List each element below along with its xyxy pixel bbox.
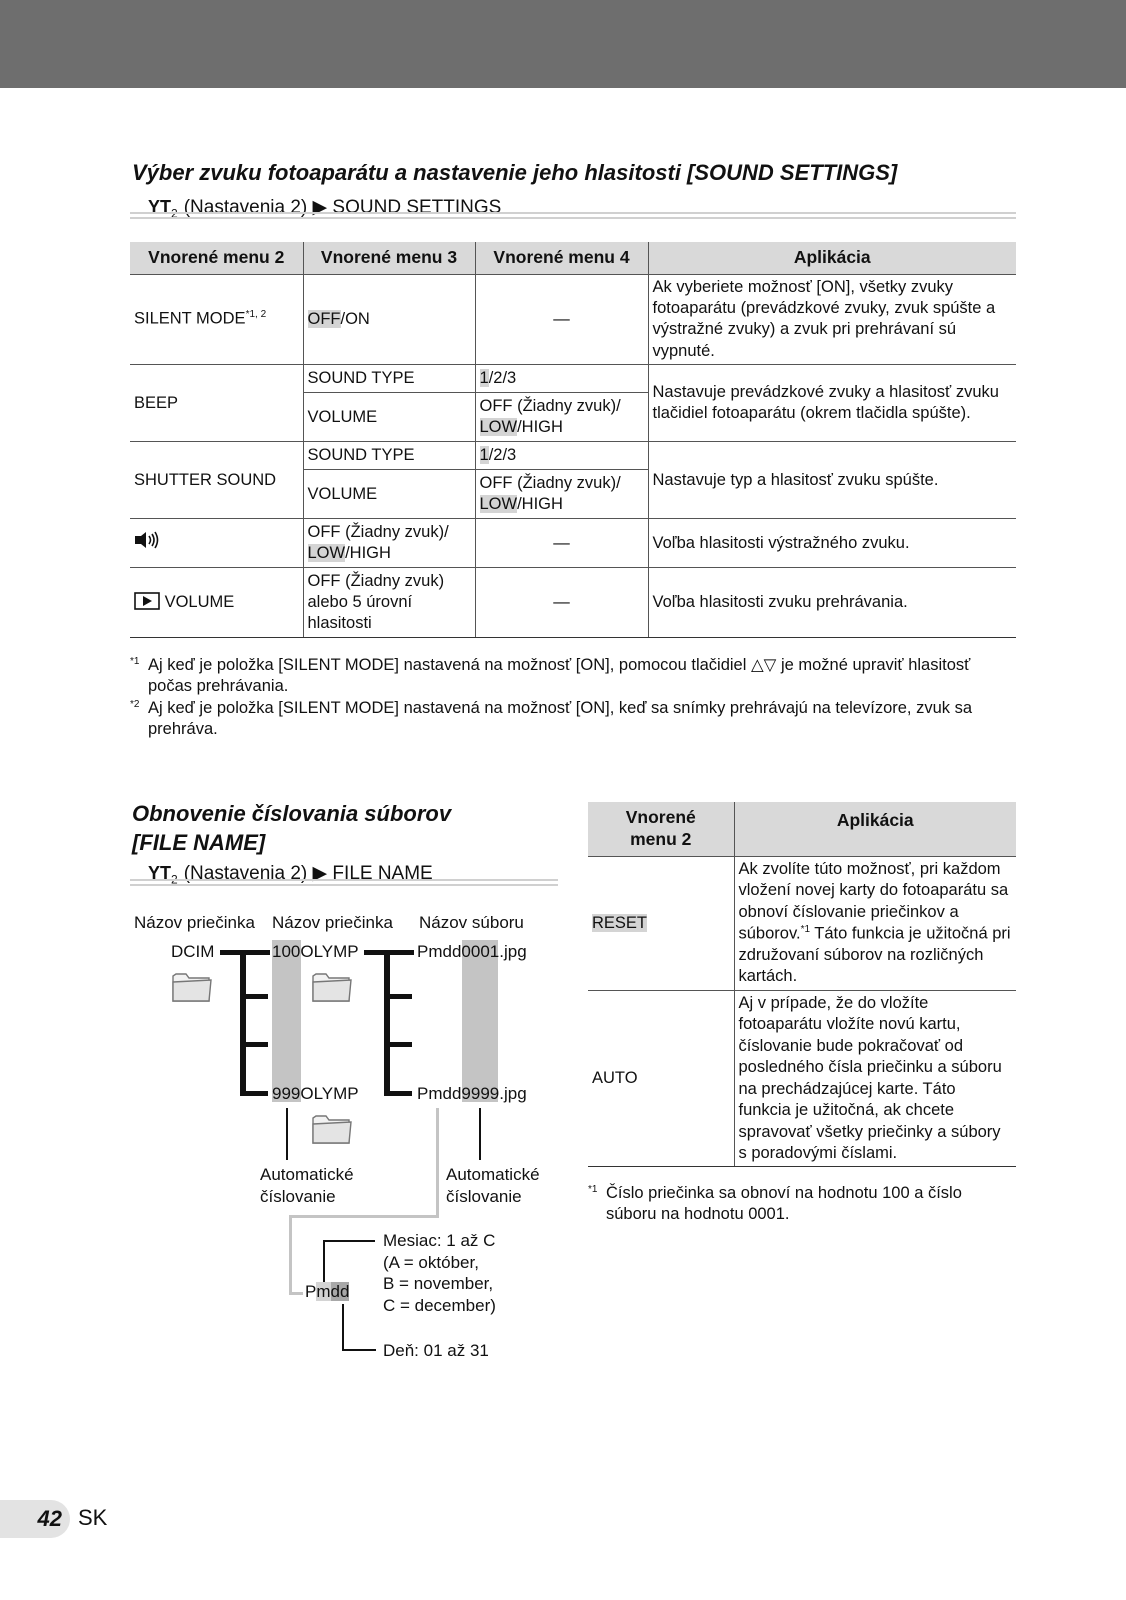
tree-line <box>384 950 390 1096</box>
pointer-line <box>286 1108 288 1160</box>
section-rule <box>130 879 558 886</box>
silent-mode-options: OFF/ON <box>303 274 475 365</box>
reset-label: RESET <box>588 856 734 990</box>
last-file-label: Pmdd9999.jpg <box>417 1084 527 1103</box>
silent-mode-label: SILENT MODE$^{*1, 2}$ <box>130 274 303 365</box>
tree-line <box>240 950 246 1096</box>
beep-label: BEEP <box>130 365 303 442</box>
top-banner <box>0 0 1126 88</box>
playback-volume-description: Voľba hlasitosti zvuku prehrávania. <box>648 568 1016 638</box>
pointer-line <box>342 1304 344 1350</box>
table-row <box>130 568 1016 638</box>
beep-sound-type-label: SOUND TYPE <box>303 365 475 393</box>
pointer-line <box>479 1108 481 1160</box>
auto-label: AUTO <box>588 990 734 1167</box>
header-submenu2: Vnorené menu 2 <box>130 242 303 274</box>
shutter-sound-label: SHUTTER SOUND <box>130 442 303 519</box>
playback-volume-options: OFF (Žiadny zvuk) alebo 5 úrovní hlasitosti <box>303 568 475 638</box>
language-code: SK <box>78 1505 108 1530</box>
folder-icon <box>172 970 212 1002</box>
header-submenu4: Vnorené menu 4 <box>475 242 648 274</box>
playback-volume-submenu4: — <box>475 568 648 638</box>
table-row <box>130 365 1016 393</box>
folder-name-label: Názov priečinka <box>134 913 255 932</box>
connector-line <box>436 1108 439 1218</box>
dcim-folder-label: DCIM <box>171 942 215 961</box>
playback-volume-label: VOLUME <box>130 568 303 638</box>
tree-line <box>240 1042 268 1047</box>
connector-line <box>289 1215 439 1218</box>
file-number-highlight <box>462 940 498 1102</box>
tree-line <box>240 994 268 999</box>
footnote-file: *1 Číslo priečinka sa obnoví na hodnotu 100 a číslo súboru na hodnotu 0001. <box>588 1184 962 1224</box>
connector-line <box>289 1215 292 1295</box>
folder-number-highlight <box>272 940 301 1102</box>
sound-settings-table <box>130 242 1016 638</box>
section-title-file: Obnovenie číslovania súborov [FILE NAME] <box>132 801 452 855</box>
speaker-waves-icon <box>134 531 160 549</box>
header-submenu2: Vnorené menu 2 <box>588 802 734 856</box>
folder-name-label: Názov priečinka <box>272 913 393 932</box>
silent-mode-description: Ak vyberiete možnosť [ON], všetky zvuky fotoaparátu (prevádzkové zvuky, zvuk spúšte a výstražné zvuky) a zvuk pri prehrávaní sú vypnuté. <box>648 274 1016 365</box>
auto-description: Aj v prípade, že do vložíte fotoaparátu vložíte novú kartu, číslovanie bude pokračovať od posledného čísla priečinku a súboru na prechádzajúcej karte. Táto funkcia je užitočná, ak chcete spravovať všetky priečinky a súbory s poradovými číslami. <box>734 990 1016 1167</box>
pmdd-label: Pmdd <box>305 1282 350 1301</box>
section-rule <box>130 212 1016 219</box>
connector-line <box>289 1292 303 1295</box>
silent-mode-submenu4: — <box>475 274 648 365</box>
alert-sound-cell <box>130 519 303 568</box>
beep-volume-options: OFF (Žiadny zvuk)/ LOW/HIGH <box>475 393 648 442</box>
beep-volume-label: VOLUME <box>303 393 475 442</box>
reset-description: Ak zvolíte túto možnosť, pri každom vložení novej karty do fotoaparátu sa obnoví číslovanie priečinkov a súborov.$^{*1}$ Táto funkcia je užitočná pri združovaní súborov na rozličných kartách. <box>734 856 1016 990</box>
shutter-sound-description: Nastavuje typ a hlasitosť zvuku spúšte. <box>648 442 1016 519</box>
beep-description: Nastavuje prevádzkové zvuky a hlasitosť zvuku tlačidiel fotoaparátu (okrem tlačidla spúšte). <box>648 365 1016 442</box>
table-row <box>130 442 1016 470</box>
file-name-table <box>588 802 1016 1167</box>
table-row <box>130 274 1016 365</box>
setup-icon: $YT_2$ <box>148 863 178 887</box>
folder-icon <box>312 1112 352 1144</box>
header-application: Aplikácia <box>648 242 1016 274</box>
tree-line <box>384 994 412 999</box>
up-down-arrows-icon: △▽ <box>750 656 777 674</box>
day-legend: Deň: 01 až 31 <box>383 1341 489 1360</box>
tree-line <box>240 1091 268 1096</box>
pointer-line <box>342 1349 376 1351</box>
page-number: 42 <box>0 1500 70 1538</box>
first-folder-label: 100OLYMP <box>272 942 359 961</box>
shutter-volume-label: VOLUME <box>303 470 475 519</box>
beep-sound-type-options: 1/2/3 <box>475 365 648 393</box>
file-name-label: Názov súboru <box>419 913 524 932</box>
shutter-sound-type-label: SOUND TYPE <box>303 442 475 470</box>
first-file-label: Pmdd0001.jpg <box>417 942 527 961</box>
menu-path-file: $YT_2$ (Nastavenia 2) ▶ FILE NAME <box>148 863 433 887</box>
alert-sound-submenu4: — <box>475 519 648 568</box>
alert-sound-options: OFF (Žiadny zvuk)/ LOW/HIGH <box>303 519 475 568</box>
play-icon <box>134 592 160 610</box>
month-legend: Mesiac: 1 až C (A = október, B = november, C = december) <box>383 1231 496 1315</box>
pointer-line <box>323 1240 375 1242</box>
auto-numbering-right: Automatické číslovanie <box>446 1165 540 1207</box>
table-row <box>588 856 1016 990</box>
header-submenu3: Vnorené menu 3 <box>303 242 475 274</box>
footnote-2: *2 Aj keď je položka [SILENT MODE] nastavená na možnosť [ON], keď sa snímky prehrávajú na televízore, zvuk sa prehráva. <box>130 699 973 739</box>
pointer-line <box>323 1240 325 1282</box>
table-row <box>130 519 1016 568</box>
tree-line <box>384 1042 412 1047</box>
setup-icon: $YT_2$ <box>148 197 178 221</box>
shutter-sound-type-options: 1/2/3 <box>475 442 648 470</box>
shutter-volume-options: OFF (Žiadny zvuk)/ LOW/HIGH <box>475 470 648 519</box>
tree-line <box>384 1091 412 1096</box>
table-row <box>588 990 1016 1167</box>
alert-sound-description: Voľba hlasitosti výstražného zvuku. <box>648 519 1016 568</box>
footnote-1: *1 Aj keď je položka [SILENT MODE] nastavená na možnosť [ON], pomocou tlačidiel △▽ je možné upraviť hlasitosť počas prehrávania. <box>130 656 971 696</box>
folder-icon <box>312 970 352 1002</box>
header-application: Aplikácia <box>734 802 1016 856</box>
section-title-sound: Výber zvuku fotoaparátu a nastavenie jeho hlasitosti [SOUND SETTINGS] <box>132 160 898 185</box>
last-folder-label: 999OLYMP <box>272 1084 359 1103</box>
menu-path-sound: $YT_2$ (Nastavenia 2) ▶ SOUND SETTINGS <box>148 197 502 221</box>
auto-numbering-left: Automatické číslovanie <box>260 1165 354 1207</box>
